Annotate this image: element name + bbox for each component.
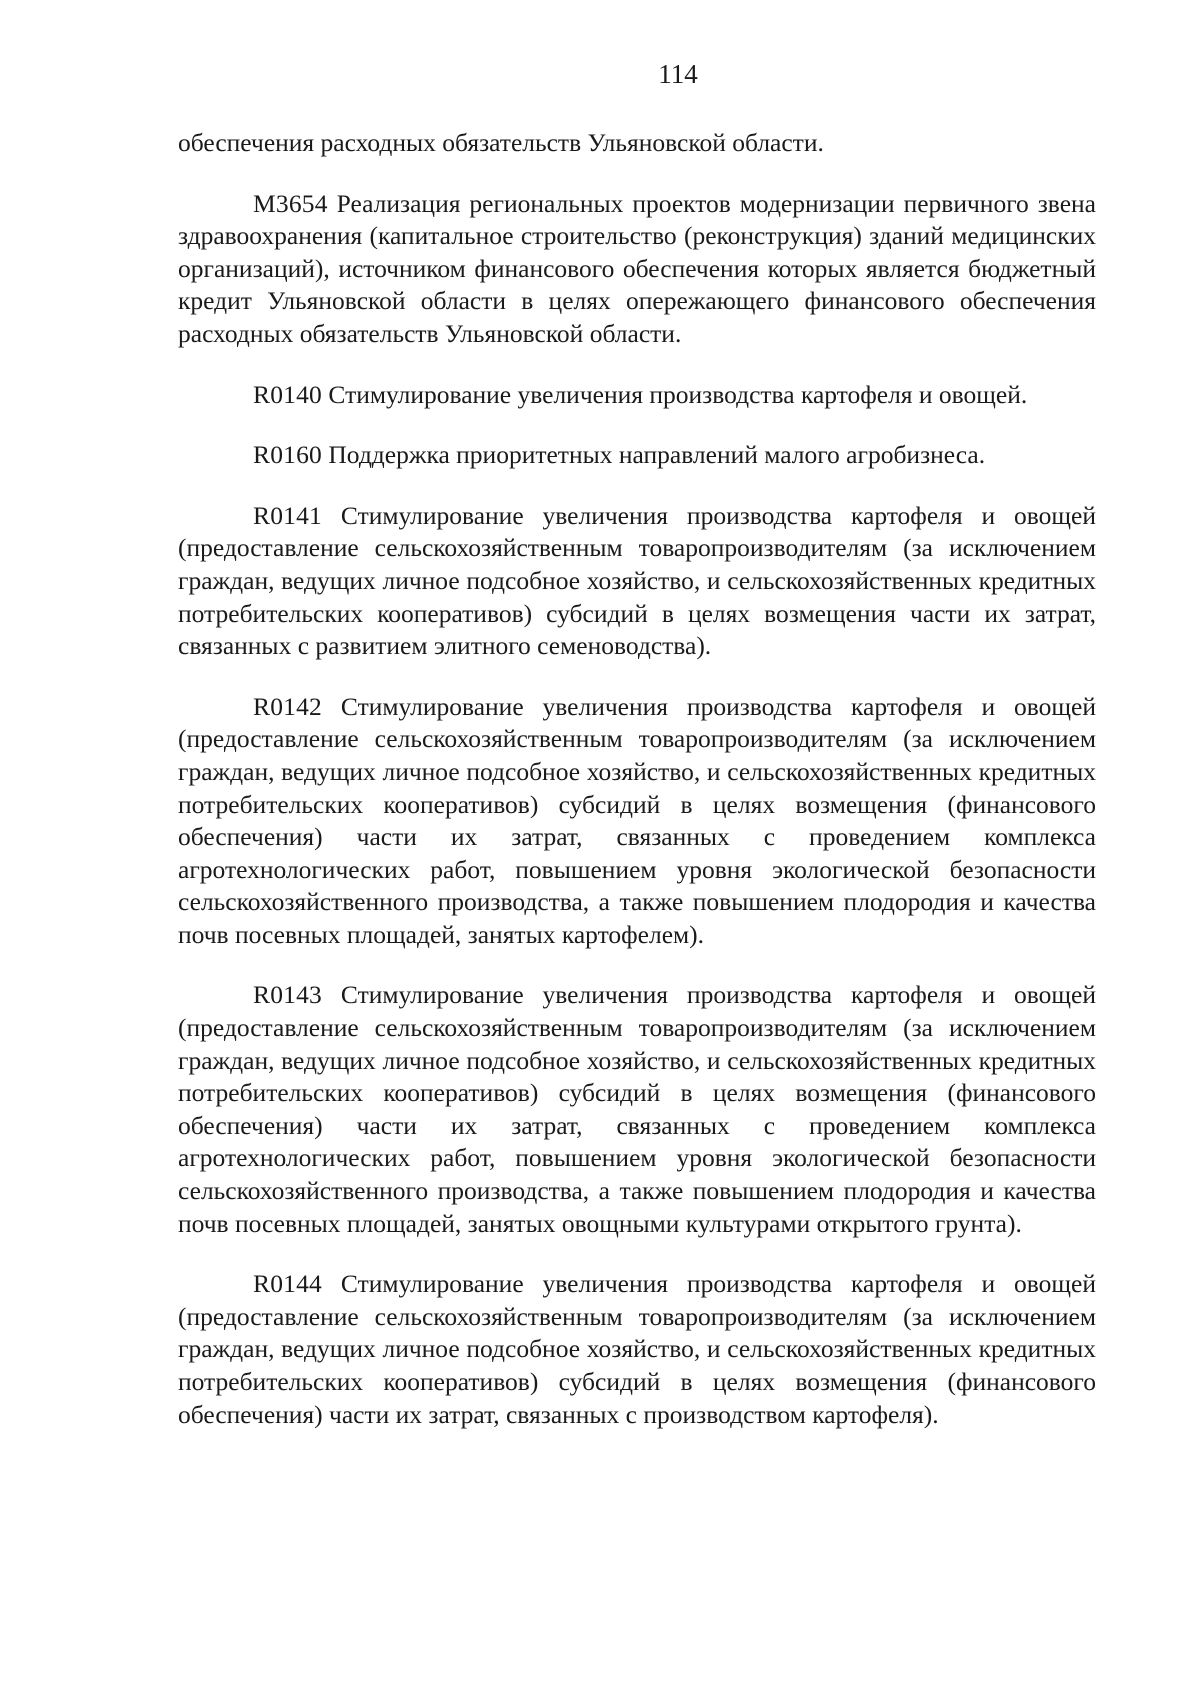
paragraph-r0140 (178, 379, 1096, 412)
paragraph-text: Реализация региональных проектов модернизации первичного звена здравоохранения (капитальное строительство (реконструкция) зданий медицинских организаций), источником финансового обеспечения которых является бюджетный кредит Ульяновской области в целях опережающего финансового обеспечения расходных обязательств Ульяновской области. (178, 188, 1096, 348)
paragraph-text: Поддержка приоритетных направлений малого агробизнеса. (328, 440, 986, 470)
paragraph-continuation (178, 127, 1096, 160)
budget-code: R0144 (253, 1269, 323, 1299)
paragraph-text: Стимулирование увеличения производства картофеля и овощей. (328, 379, 1028, 409)
budget-code: R0141 (253, 500, 323, 530)
paragraph-m3654 (178, 188, 1096, 351)
paragraph-r0143 (178, 979, 1096, 1240)
budget-code: R0140 (253, 379, 323, 409)
budget-code: М3654 (253, 188, 328, 218)
page-number: 114 (658, 59, 698, 89)
paragraph-text: Стимулирование увеличения производства картофеля и овощей (предоставление сельскохозяйственным товаропроизводителям (за исключением граждан, ведущих личное подсобное хозяйство, и сельскохозяйственных кредитных потребительских кооперативов) субсидий в целях возмещения части их затрат, связанных с развитием элитного семеноводства). (178, 500, 1096, 661)
paragraph-text: Стимулирование увеличения производства картофеля и овощей (предоставление сельскохозяйственным товаропроизводителям (за исключением граждан, ведущих личное подсобное хозяйство, и сельскохозяйственных кредитных потребительских кооперативов) субсидий в целях возмещения (финансового обеспечения) части их затрат, связанных с проведением комплекса агротехнологических работ, повышением уровня экологической безопасности сельскохозяйственного производства, а также повышением плодородия и качества почв посевных площадей, занятых овощными культурами открытого грунта). (178, 980, 1096, 1238)
paragraph-r0144 (178, 1268, 1096, 1431)
document-body (178, 127, 1096, 1459)
paragraph-text: Стимулирование увеличения производства картофеля и овощей (предоставление сельскохозяйственным товаропроизводителям (за исключением граждан, ведущих личное подсобное хозяйство, и сельскохозяйственных кредитных потребительских кооперативов) субсидий в целях возмещения (финансового обеспечения) части их затрат, связанных с производством картофеля). (178, 1269, 1096, 1429)
paragraph-r0142 (178, 691, 1096, 952)
budget-code: R0160 (253, 440, 323, 470)
budget-code: R0142 (253, 691, 323, 721)
paragraph-r0160 (178, 439, 1096, 472)
paragraph-r0141 (178, 500, 1096, 663)
paragraph-text: Стимулирование увеличения производства картофеля и овощей (предоставление сельскохозяйственным товаропроизводителям (за исключением граждан, ведущих личное подсобное хозяйство, и сельскохозяйственных кредитных потребительских кооперативов) субсидий в целях возмещения (финансового обеспечения) части их затрат, связанных с проведением комплекса агротехнологических работ, повышением уровня экологической безопасности сельскохозяйственного производства, а также повышением плодородия и качества почв посевных площадей, занятых картофелем). (178, 691, 1096, 949)
paragraph-text: обеспечения расходных обязательств Ульяновской области. (178, 128, 824, 157)
budget-code: R0143 (253, 980, 323, 1010)
